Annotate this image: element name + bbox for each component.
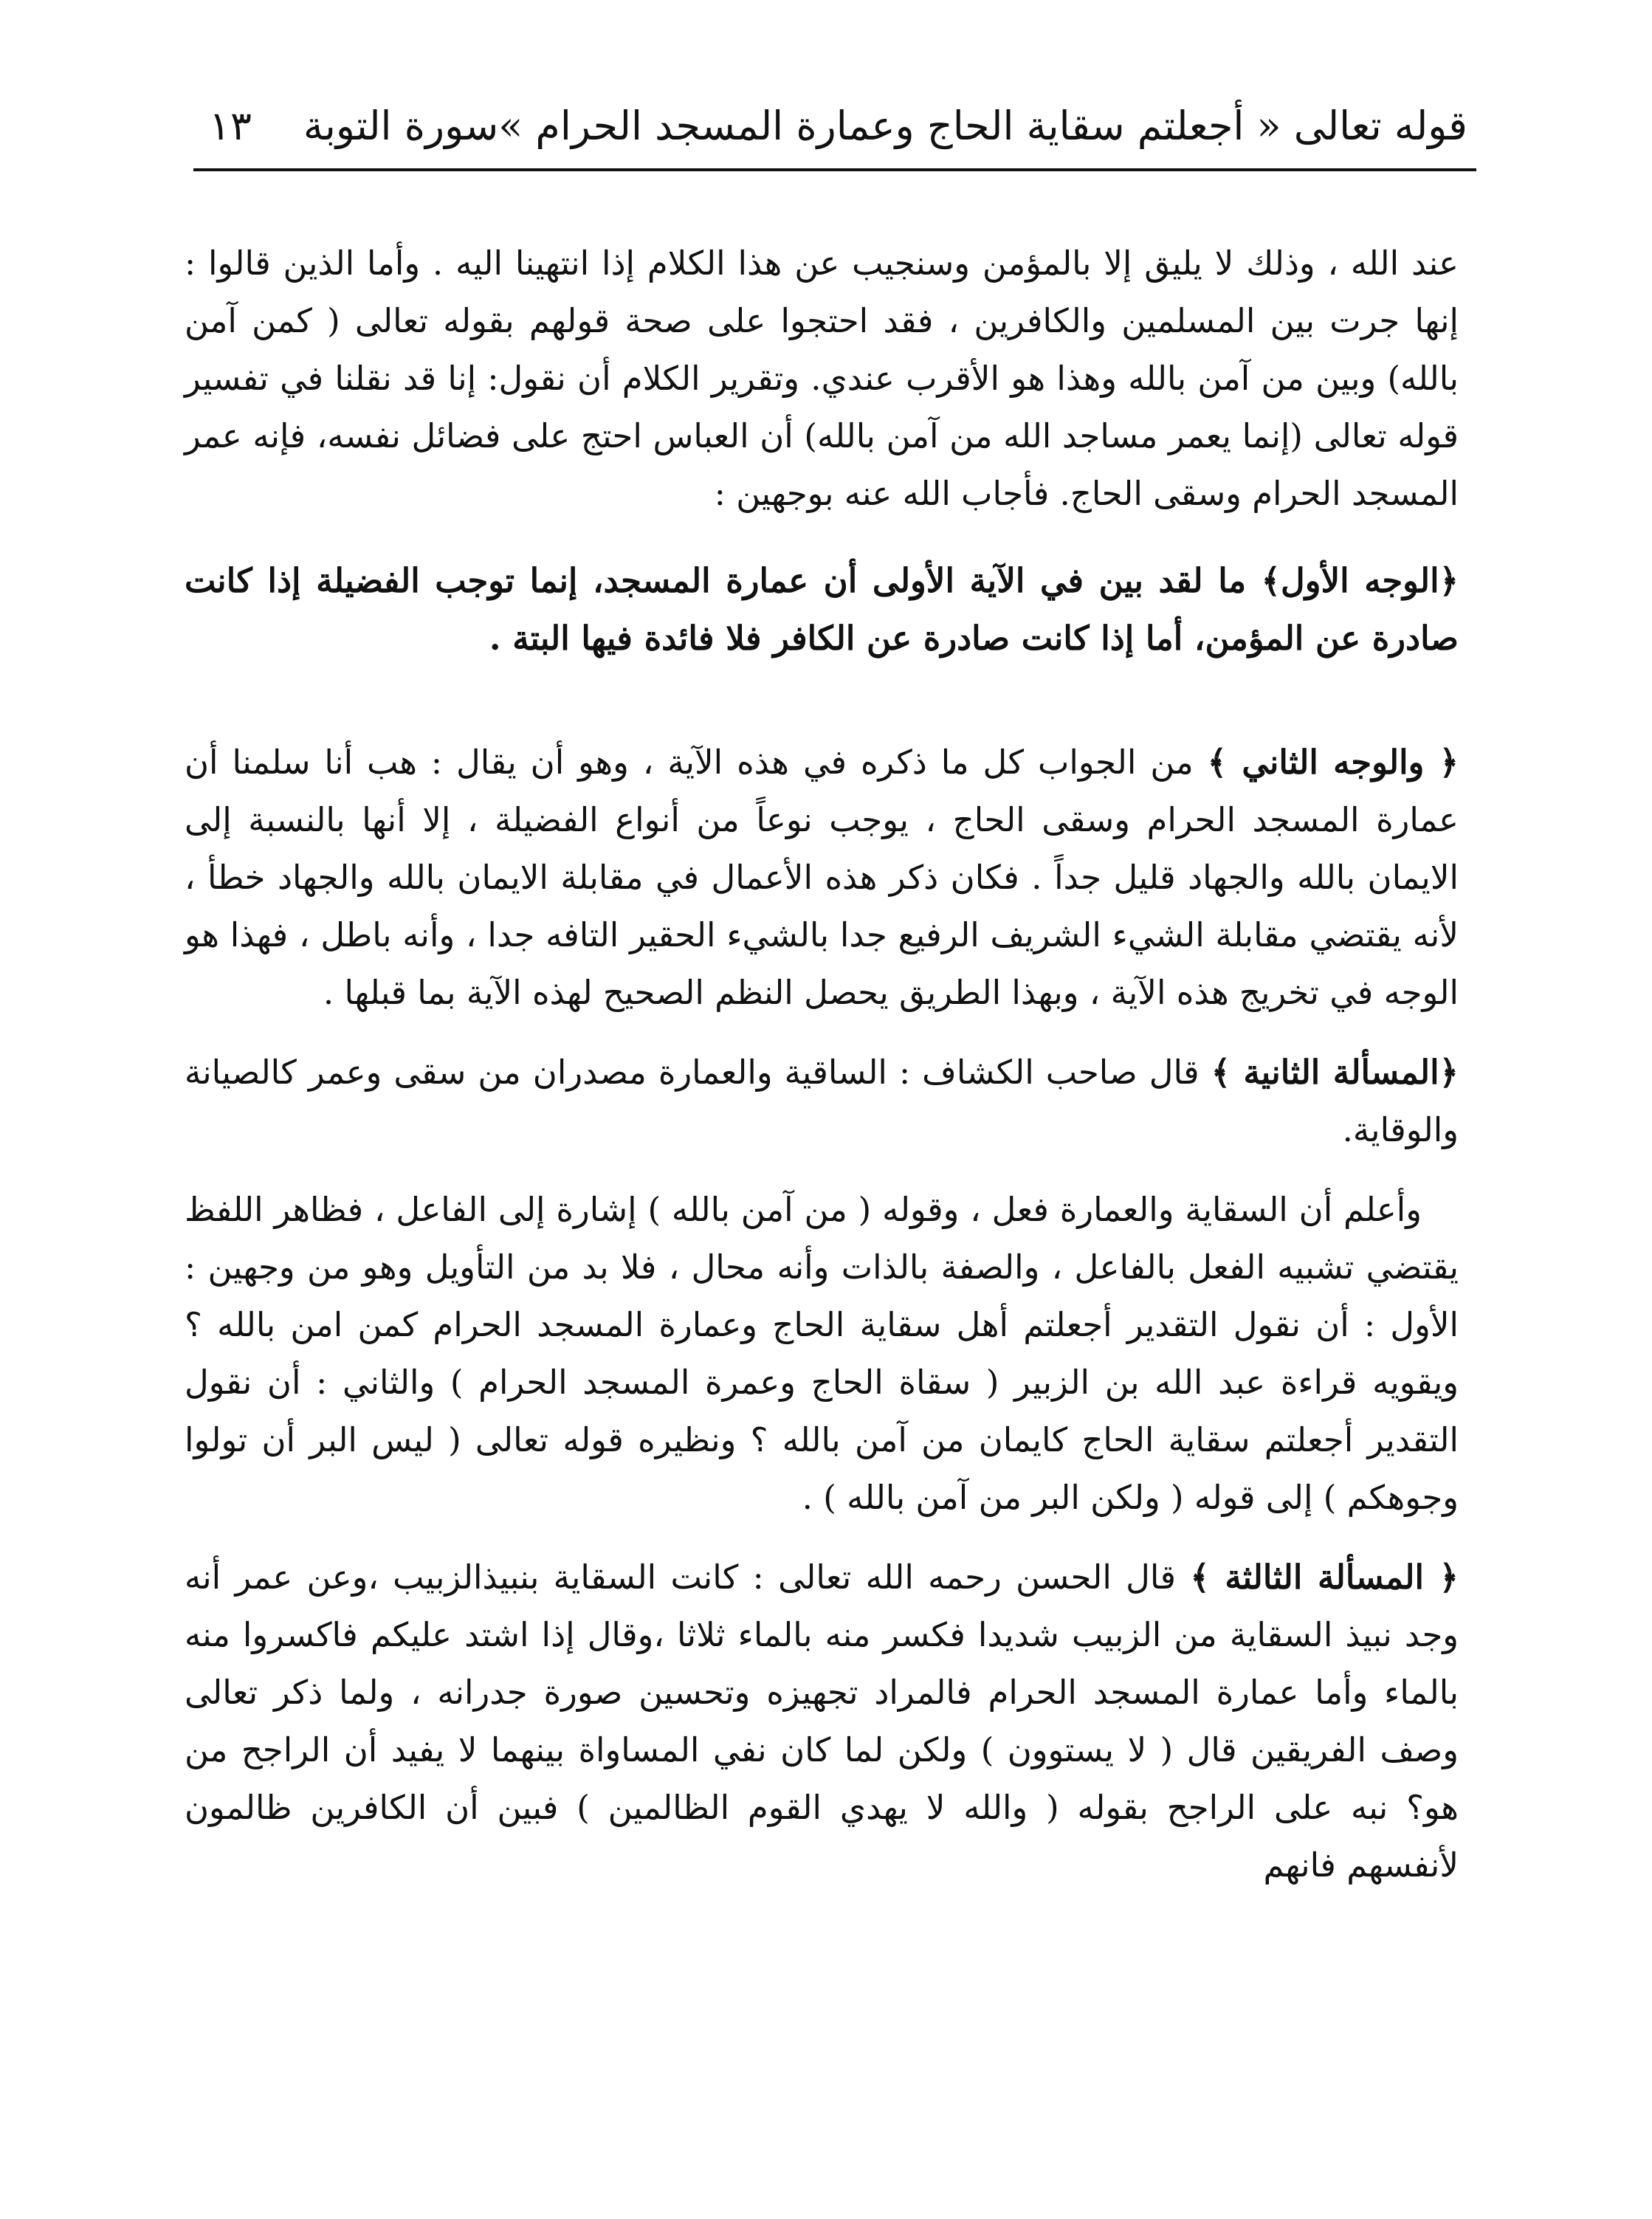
paragraph-1: عند الله ، وذلك لا يليق إلا بالمؤمن وسنجيب عن هذا الكلام إذا انتهينا اليه . وأما الذين قالوا : إنها جرت بين المسلمين والكافرين ، فقد احتجوا على صحة قولهم بقوله تعالى ( كمن آمن بالله) وبين من آمن بالله وهذا هو الأقرب عندي. وتقرير الكلام أن نقول: إنا قد نقلنا في تفسير قوله تعالى (إنما يعمر مساجد الله من آمن بالله) أن العباس احتج على فضائل نفسه، فإنه عمر المسجد الحرام وسقى الحاج. فأجاب الله عنه بوجهين :: [185, 244, 1459, 513]
second-aspect-text: من الجواب كل ما ذكره في هذه الآية ، وهو أن يقال : هب أنا سلمنا أن عمارة المسجد الحرام وسقى الحاج ، يوجب نوعاً من أنواع الفضيلة ، إلا أنها بالنسبة إلى الايمان بالله والجهاد قليل جداً . فكان ذكر هذه الأعمال في مقابلة الايمان بالله والجهاد خطأ ، لأنه يقتضي مقابلة الشيء الشريف الرفيع جدا بالشيء الحقير التافه جدا ، وأنه باطل ، فهذا هو الوجه في تخريج هذه الآية ، وبهذا الطريق يحصل النظم الصحيح لهذه الآية بما قبلها .: [185, 743, 1459, 1012]
second-issue-heading: ﴿المسألة الثانية ﴾: [1211, 1053, 1459, 1092]
second-issue-text: قال صاحب الكشاف : الساقية والعمارة مصدران من سقى وعمر كالصيانة والوقاية.: [185, 1053, 1459, 1149]
third-issue-text: قال الحسن رحمه الله تعالى : كانت السقاية بنبيذالزبيب ،وعن عمر أنه وجد نبيذ السقاية من الزبيب شديدا فكسر منه بالماء ثلاثا ،وقال إذا اشتد عليكم فاكسروا منه بالماء وأما عمارة المسجد الحرام فالمراد تجهيزه وتحسين صورة جدرانه ، ولما ذكر تعالى وصف الفريقين قال ( لا يستوون ) ولكن لما كان نفي المساواة بينهما لا يفيد أن الراجح من هو؟ نبه على الراجح بقوله ( والله لا يهدي القوم الظالمين ) فبين أن الكافرين ظالمون لأنفسهم فانهم: [185, 1558, 1459, 1885]
third-issue-heading: ﴿ المسألة الثالثة ﴾: [1190, 1558, 1459, 1597]
header-rule: [193, 168, 1476, 171]
page-number: ١٣: [209, 103, 252, 149]
main-text: [185, 235, 1459, 1916]
paragraph-second-issue: [185, 1044, 1459, 1159]
paragraph-explanation: وأعلم أن السقاية والعمارة فعل ، وقوله ( من آمن بالله ) إشارة إلى الفاعل ، فظاهر اللفظ يقتضي تشبيه الفعل بالفاعل ، والصفة بالذات وأنه محال ، فلا بد من التأويل وهو من وجهين : الأول : أن نقول التقدير أجعلتم أهل سقاية الحاج وعمارة المسجد الحرام كمن امن بالله ؟ ويقويه قراءة عبد الله بن الزبير ( سقاة الحاج وعمرة المسجد الحرام ) والثاني : أن نقول التقدير أجعلتم سقاية الحاج كايمان من آمن بالله ؟ ونظيره قوله تعالى ( ليس البر أن تولوا وجوهكم ) إلى قوله ( ولكن البر من آمن بالله ) .: [185, 1190, 1459, 1517]
second-aspect-heading: ﴿ والوجه الثاني ﴾: [1207, 743, 1459, 782]
paragraph-first-aspect: ﴿الوجه الأول﴾ ما لقد بين في الآية الأولى أن عمارة المسجد، إنما توجب الفضيلة إذا كانت صادرة عن المؤمن، أما إذا كانت صادرة عن الكافر فلا فائدة فيها البتة .: [185, 561, 1459, 658]
paragraph-second-aspect: [185, 734, 1459, 1022]
paragraph-third-issue: [185, 1549, 1459, 1894]
running-header: [196, 87, 1467, 161]
running-header-title: قوله تعالى « أجعلتم سقاية الحاج وعمارة المسجد الحرام »سورة التوبة: [303, 103, 1467, 149]
